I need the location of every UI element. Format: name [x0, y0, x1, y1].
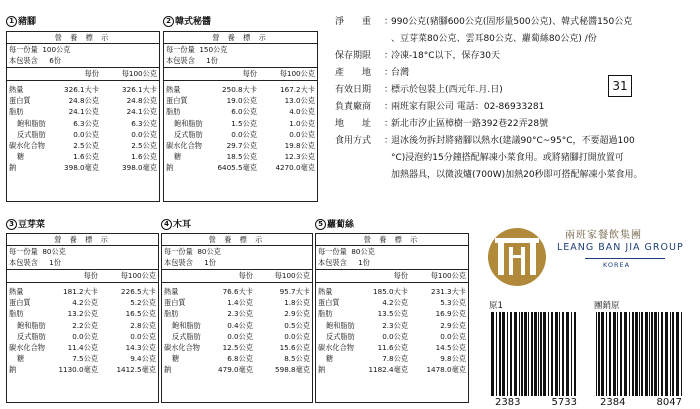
- nutrient-row: [164, 95, 317, 106]
- net-weight-line: 淨 重 ： 990公克(豬腳600公克(固形量500公克)、韓式秘醬150公克: [335, 14, 685, 31]
- per-100g-value: 1478.0毫克: [426, 365, 466, 375]
- barcode-bar: [672, 312, 674, 396]
- nutrient-label: 鈉: [166, 163, 174, 173]
- barcode-digits: 2383 5733: [495, 397, 577, 408]
- brand-divider: [585, 258, 665, 259]
- servings-count: 1份: [204, 258, 216, 267]
- per-serving-value: 2.2公克: [72, 320, 98, 330]
- per-100g-value: 167.2大卡: [280, 85, 315, 94]
- per-100g-value: 8.5公克: [284, 354, 310, 364]
- barcode-digits: 2384 8047: [600, 397, 682, 408]
- per-100g-value: 16.5公克: [125, 309, 156, 319]
- per-serving-value: 11.4公克: [67, 342, 98, 352]
- per-100g-value: 326.1大卡: [122, 85, 157, 94]
- per-serving-value: 1182.4毫克: [368, 365, 408, 375]
- per-100g-value: 0.0公克: [289, 129, 315, 139]
- nutrient-label: 飽和脂肪: [17, 118, 46, 128]
- per-serving-value: 4.2公克: [72, 298, 98, 308]
- panel-name: 木耳: [173, 220, 192, 230]
- serving-info: 每一份量 100公克 本包裝含 6份: [7, 44, 159, 68]
- per-100g-value: 4.0公克: [289, 107, 315, 117]
- nutrient-row: [7, 151, 159, 162]
- per-100g-value: 24.1公克: [126, 107, 157, 117]
- usage-line: 食用方式 ： 退冰後勿拆封將豬腳以熱水(建議90°C~95°C，不要超過100: [335, 136, 635, 146]
- barcode-bar: [613, 312, 616, 396]
- per-100g-value: 0.0公克: [130, 331, 156, 341]
- nutrition-table: [161, 233, 313, 403]
- storage-line: 保存期限 ： 冷凍-18°C以下，保存30天: [335, 51, 500, 61]
- table-head: 營 養 標 示: [164, 32, 317, 44]
- barcode-bar: [665, 312, 668, 396]
- nutrient-label: 碳水化合物: [166, 140, 202, 150]
- column-header: 每份 每100公克: [7, 270, 158, 283]
- nutrient-row: [162, 320, 312, 331]
- nutrient-label: 糖: [17, 354, 25, 364]
- nutrient-row: [7, 140, 159, 151]
- per-serving-value: 6.0公克: [231, 107, 257, 117]
- per-100g-value: 14.5公克: [435, 342, 466, 352]
- per-100g-value: 231.3大卡: [431, 287, 466, 296]
- nutrient-row: [7, 320, 158, 331]
- nutrient-label: 反式脂肪: [17, 331, 46, 341]
- per-serving-value: 4.2公克: [382, 298, 408, 308]
- per-serving-value: 1.6公克: [73, 152, 99, 162]
- per-100g-value: 598.8毫克: [275, 365, 310, 375]
- nutrient-label: 反式脂肪: [172, 331, 201, 341]
- barcode-bar: [639, 312, 640, 396]
- barcode-bar: [661, 312, 663, 396]
- serving-size: 150公克: [199, 45, 228, 54]
- net-weight-cont: 、豆芽菜80公克、雲耳80公克、蘿蔔絲80公克) /份: [391, 34, 597, 44]
- nutrient-row: [7, 308, 158, 319]
- column-header: 每份 每100公克: [7, 68, 159, 81]
- per-serving-value: 2.3公克: [382, 320, 408, 330]
- nutrient-label: 飽和脂肪: [17, 320, 46, 330]
- nutrient-label: 脂肪: [9, 107, 24, 117]
- per-serving-value: 18.5公克: [226, 152, 257, 162]
- per-100g-value: 9.8公克: [440, 354, 466, 364]
- nutrient-row: [162, 331, 312, 342]
- per-100g-value: 226.5大卡: [121, 287, 156, 296]
- circled-number: 2: [163, 16, 174, 27]
- nutrient-label: 糖: [326, 354, 334, 364]
- barcode-bar: [528, 312, 529, 396]
- barcode-bar: [534, 312, 537, 396]
- per-100g-value: 15.6公克: [279, 342, 310, 352]
- nutrient-label: 飽和脂肪: [326, 320, 355, 330]
- per-serving-value: 0.0公克: [227, 331, 253, 341]
- product-info: 淨 重 ： 990公克(豬腳600公克(固形量500公克)、韓式秘醬150公克 、豆芽菜80公克、雲耳80公克、蘿蔔絲80公克) /份 保存期限 ： 冷凍-18°C以下，保存30天 產 地 ： 台灣 有效日期 ： 標示於包裝上(西元年.月.日) 負責廠商 ： 兩班家有限公司 電話：02-86933281 地 址 ： 新北市汐止區樟樹一路392巷22弄28號 食用方式 ： 退冰後勿拆封將豬腳以熱水(建議90°C~95°C，不要超過100 °C)浸泡約15分鐘搭配解凍小菜食用。或將豬腳打開放置可 加熱器具，以微波爐(700W)加熱20秒即可搭配解凍小菜食用。: [335, 14, 685, 184]
- nutrient-row: [164, 118, 317, 129]
- barcode-bar: [601, 312, 604, 396]
- nutrient-row: [164, 151, 317, 162]
- nutrient-row: [164, 84, 317, 95]
- barcode-bar: [548, 312, 549, 396]
- per-serving-value: 1130.0毫克: [58, 365, 98, 375]
- per-100g-value: 1412.5毫克: [116, 365, 156, 375]
- per-100g-value: 24.8公克: [126, 96, 157, 106]
- barcode-bar: [521, 312, 523, 396]
- nutrient-row: [7, 364, 158, 375]
- barcode-bar: [566, 312, 569, 396]
- per-100g-value: 2.9公克: [284, 309, 310, 319]
- per-serving-value: 24.1公克: [68, 107, 99, 117]
- address-line: 地 址 ： 新北市汐止區樟樹一路392巷22弄28號: [335, 119, 549, 129]
- nutrient-row: [316, 353, 468, 364]
- per-100g-value: 19.8公克: [284, 140, 315, 150]
- nutrient-label: 碳水化合物: [9, 342, 45, 352]
- servings-count: 6份: [49, 56, 61, 65]
- table-head: 營 養 標 示: [7, 32, 159, 44]
- per-100g-value: 5.2公克: [130, 298, 156, 308]
- nutrient-row: [162, 342, 312, 353]
- per-serving-value: 76.6大卡: [222, 287, 253, 296]
- per-serving-value: 0.0公克: [72, 331, 98, 341]
- barcode-bar: [499, 312, 501, 396]
- per-serving-value: 0.0公克: [73, 129, 99, 139]
- per-serving-value: 29.7公克: [226, 140, 257, 150]
- expiry-line: 有效日期 ： 標示於包裝上(西元年.月.日): [335, 85, 503, 95]
- per-100g-value: 0.0公克: [440, 331, 466, 341]
- panel-title: [6, 16, 36, 28]
- per-100g-value: 16.9公克: [435, 309, 466, 319]
- nutrient-row: [164, 162, 317, 173]
- barcode-bars: [594, 312, 686, 408]
- brand-name-en: LEANG BAN JIA GROUP: [557, 242, 684, 253]
- servings-count: 1份: [49, 258, 61, 267]
- nutrient-label: 飽和脂肪: [174, 118, 203, 128]
- table-head: 營 養 標 示: [7, 234, 158, 246]
- brand-logo: [485, 226, 690, 296]
- barcode-bar: [598, 312, 600, 396]
- barcode-bar: [543, 312, 546, 396]
- barcode-bar: [507, 312, 508, 396]
- nutrient-row: [316, 297, 468, 308]
- nutrient-label: 鈉: [9, 365, 17, 375]
- nutrient-label: 熱量: [318, 287, 333, 296]
- table-head: 營 養 標 示: [162, 234, 312, 246]
- nutrient-row: [316, 342, 468, 353]
- barcode-bar: [524, 312, 527, 396]
- nutrient-label: 蛋白質: [9, 298, 31, 308]
- per-serving-value: 1.5公克: [231, 118, 257, 128]
- per-serving-value: 7.5公克: [72, 354, 98, 364]
- nutrient-label: 鈉: [164, 365, 172, 375]
- per-serving-value: 479.0毫克: [218, 365, 253, 375]
- barcode-bar: [540, 312, 542, 396]
- panel-name: 豆芽菜: [18, 220, 46, 230]
- nutrient-row: [164, 106, 317, 117]
- per-serving-value: 13.5公克: [377, 309, 408, 319]
- nutrient-label: 飽和脂肪: [172, 320, 201, 330]
- nutrient-label: 蛋白質: [164, 298, 186, 308]
- per-100g-value: 95.7大卡: [279, 287, 310, 296]
- per-serving-value: 6.8公克: [227, 354, 253, 364]
- serving-info: 每一份量 80公克 本包裝含 1份: [162, 246, 312, 270]
- nutrient-label: 碳水化合物: [318, 342, 354, 352]
- column-header: 每份 每100公克: [164, 68, 317, 81]
- per-100g-value: 2.8公克: [130, 320, 156, 330]
- barcode-label: 團銷原: [594, 301, 620, 311]
- barcode-bar: [496, 312, 497, 396]
- serving-info: 每一份量 80公克 本包裝含 1份: [316, 246, 468, 270]
- barcode-bar: [596, 312, 597, 396]
- nutrient-row: [7, 297, 158, 308]
- per-serving-value: 398.0毫克: [64, 163, 99, 173]
- panel-name: 韓式秘醬: [175, 17, 212, 27]
- nutrient-label: 脂肪: [164, 309, 179, 319]
- nutrient-label: 熱量: [164, 287, 179, 296]
- circled-number: 3: [6, 219, 17, 230]
- circled-number: 1: [6, 16, 17, 27]
- per-serving-value: 24.8公克: [68, 96, 99, 106]
- barcode-bar: [617, 312, 618, 396]
- barcode-bar: [635, 312, 638, 396]
- barcode-bar: [510, 312, 512, 396]
- nutrient-row: [316, 308, 468, 319]
- barcode-label: 原1: [489, 301, 503, 311]
- nutrient-label: 熱量: [9, 85, 24, 94]
- per-100g-value: 1.8公克: [284, 298, 310, 308]
- barcode-bar: [670, 312, 671, 396]
- table-head: 營 養 標 示: [316, 234, 468, 246]
- nutrient-label: 熱量: [166, 85, 181, 94]
- barcode-bar: [641, 312, 643, 396]
- nutrient-label: 反式脂肪: [17, 129, 46, 139]
- net-weight-value: 990公克(豬腳600公克(固形量500公克)、韓式秘醬150公克: [391, 17, 633, 27]
- nutrient-label: 鈉: [9, 163, 17, 173]
- per-100g-value: 0.5公克: [284, 320, 310, 330]
- nutrient-row: [162, 308, 312, 319]
- barcode-bar: [514, 312, 517, 396]
- column-header: 每份 每100公克: [316, 270, 468, 283]
- servings-count: 1份: [358, 258, 370, 267]
- per-100g-value: 5.3公克: [440, 298, 466, 308]
- serving-size: 80公克: [197, 247, 221, 256]
- nutrition-table: [163, 31, 318, 202]
- per-100g-value: 9.4公克: [130, 354, 156, 364]
- nutrition-table: [6, 31, 160, 202]
- per-serving-value: 0.4公克: [227, 320, 253, 330]
- per-serving-value: 0.0公克: [382, 331, 408, 341]
- nutrition-table: [315, 233, 469, 403]
- brand-sub: KOREA: [603, 261, 631, 269]
- column-header: 每份 每100公克: [162, 270, 312, 283]
- per-100g-value: 0.0公克: [131, 129, 157, 139]
- per-serving-value: 185.0大卡: [373, 287, 408, 296]
- barcode-bar: [658, 312, 659, 396]
- nutrient-label: 反式脂肪: [326, 331, 355, 341]
- nutrient-row: [7, 353, 158, 364]
- barcode-bar: [654, 312, 657, 396]
- nutrient-label: 反式脂肪: [174, 129, 203, 139]
- barcode-bar: [629, 312, 630, 396]
- barcode-bar: [676, 312, 679, 396]
- per-serving-value: 13.2公克: [67, 309, 98, 319]
- per-100g-value: 0.0公克: [284, 331, 310, 341]
- barcode-bar: [649, 312, 650, 396]
- leang-ban-jia-logo-icon: [485, 226, 549, 288]
- per-serving-value: 181.2大卡: [63, 287, 98, 296]
- nutrient-label: 熱量: [9, 287, 24, 296]
- nutrient-label: 碳水化合物: [9, 140, 45, 150]
- nutrient-row: [162, 286, 312, 297]
- barcode-bar: [606, 312, 607, 396]
- nutrient-row: [316, 364, 468, 375]
- barcode-bar: [491, 312, 494, 396]
- nutrient-label: 糖: [174, 152, 182, 162]
- per-100g-value: 1.6公克: [131, 152, 157, 162]
- servings-count: 1份: [206, 56, 218, 65]
- per-100g-value: 2.5公克: [131, 140, 157, 150]
- per-serving-value: 12.5公克: [222, 342, 253, 352]
- barcode-bar: [551, 312, 553, 396]
- barcode-bar: [559, 312, 560, 396]
- serving-info: 每一份量 150公克 本包裝含 1份: [164, 44, 317, 68]
- per-serving-value: 11.6公克: [377, 342, 408, 352]
- barcode-bar: [620, 312, 622, 396]
- serving-size: 80公克: [351, 247, 375, 256]
- barcode-bar: [555, 312, 558, 396]
- barcode-1: [489, 300, 581, 408]
- serving-info: 每一份量 80公克 本包裝含 1份: [7, 246, 158, 270]
- per-100g-value: 4270.0毫克: [275, 163, 315, 173]
- box-number: 31: [608, 75, 632, 97]
- nutrient-row: [162, 297, 312, 308]
- serving-size: 80公克: [42, 247, 66, 256]
- per-serving-value: 250.8大卡: [222, 85, 257, 94]
- barcode-bar: [574, 312, 576, 396]
- origin-line: 產 地 ： 台灣: [335, 68, 410, 78]
- barcode-bar: [651, 312, 653, 396]
- nutrient-row: [164, 140, 317, 151]
- barcode-bar: [681, 312, 682, 396]
- nutrient-row: [7, 118, 159, 129]
- per-100g-value: 13.0公克: [284, 96, 315, 106]
- nutrient-row: [7, 95, 159, 106]
- nutrient-row: [316, 331, 468, 342]
- panel-name: 蘿蔔絲: [327, 220, 355, 230]
- barcode-bar: [571, 312, 572, 396]
- panel-title: [315, 219, 354, 231]
- per-100g-value: 2.9公克: [440, 320, 466, 330]
- nutrient-label: 蛋白質: [318, 298, 340, 308]
- barcode-bar: [624, 312, 627, 396]
- barcode-bars: [489, 312, 581, 408]
- barcode-bar: [609, 312, 611, 396]
- barcode-bar: [538, 312, 539, 396]
- nutrient-label: 脂肪: [318, 309, 333, 319]
- per-serving-value: 0.0公克: [231, 129, 257, 139]
- panel-title: [6, 219, 45, 231]
- nutrient-row: [7, 342, 158, 353]
- panel-title: [161, 219, 191, 231]
- nutrient-row: [316, 286, 468, 297]
- nutrient-row: [7, 106, 159, 117]
- nutrient-label: 脂肪: [9, 309, 24, 319]
- barcode-bar: [502, 312, 505, 396]
- panel-title: [163, 16, 211, 28]
- barcode-bar: [519, 312, 520, 396]
- per-serving-value: 7.8公克: [382, 354, 408, 364]
- maker-line: 負責廠商 ： 兩班家有限公司 電話：02-86933281: [335, 102, 545, 112]
- per-serving-value: 6405.5毫克: [217, 163, 257, 173]
- nutrient-row: [162, 353, 312, 364]
- barcode-bar: [645, 312, 648, 396]
- nutrient-label: 鈉: [318, 365, 326, 375]
- nutrient-label: 糖: [17, 152, 25, 162]
- nutrient-label: 糖: [172, 354, 180, 364]
- per-100g-value: 6.3公克: [131, 118, 157, 128]
- circled-number: 4: [161, 219, 172, 230]
- nutrition-table: [6, 233, 159, 403]
- per-serving-value: 19.0公克: [226, 96, 257, 106]
- nutrient-row: [316, 320, 468, 331]
- brand-name-cn: 兩班家餐飲集團: [565, 230, 642, 241]
- barcode-bar: [531, 312, 533, 396]
- barcode-bar: [632, 312, 634, 396]
- per-serving-value: 2.3公克: [227, 309, 253, 319]
- nutrient-row: [164, 129, 317, 140]
- per-serving-value: 2.5公克: [73, 140, 99, 150]
- per-100g-value: 398.0毫克: [122, 163, 157, 173]
- circled-number: 5: [315, 219, 326, 230]
- serving-size: 100公克: [42, 45, 71, 54]
- nutrient-row: [7, 286, 158, 297]
- per-100g-value: 1.0公克: [289, 118, 315, 128]
- per-100g-value: 12.3公克: [284, 152, 315, 162]
- per-serving-value: 6.3公克: [73, 118, 99, 128]
- nutrient-row: [7, 129, 159, 140]
- nutrient-row: [7, 331, 158, 342]
- per-serving-value: 1.4公克: [227, 298, 253, 308]
- nutrient-label: 蛋白質: [166, 96, 188, 106]
- per-serving-value: 326.1大卡: [64, 85, 99, 94]
- barcode-2: [594, 300, 686, 408]
- nutrient-label: 蛋白質: [9, 96, 31, 106]
- nutrient-label: 脂肪: [166, 107, 181, 117]
- panel-name: 豬腳: [18, 17, 37, 27]
- nutrient-row: [7, 162, 159, 173]
- nutrient-row: [162, 364, 312, 375]
- per-100g-value: 14.3公克: [125, 342, 156, 352]
- nutrient-label: 碳水化合物: [164, 342, 200, 352]
- nutrient-row: [7, 84, 159, 95]
- barcode-bar: [562, 312, 564, 396]
